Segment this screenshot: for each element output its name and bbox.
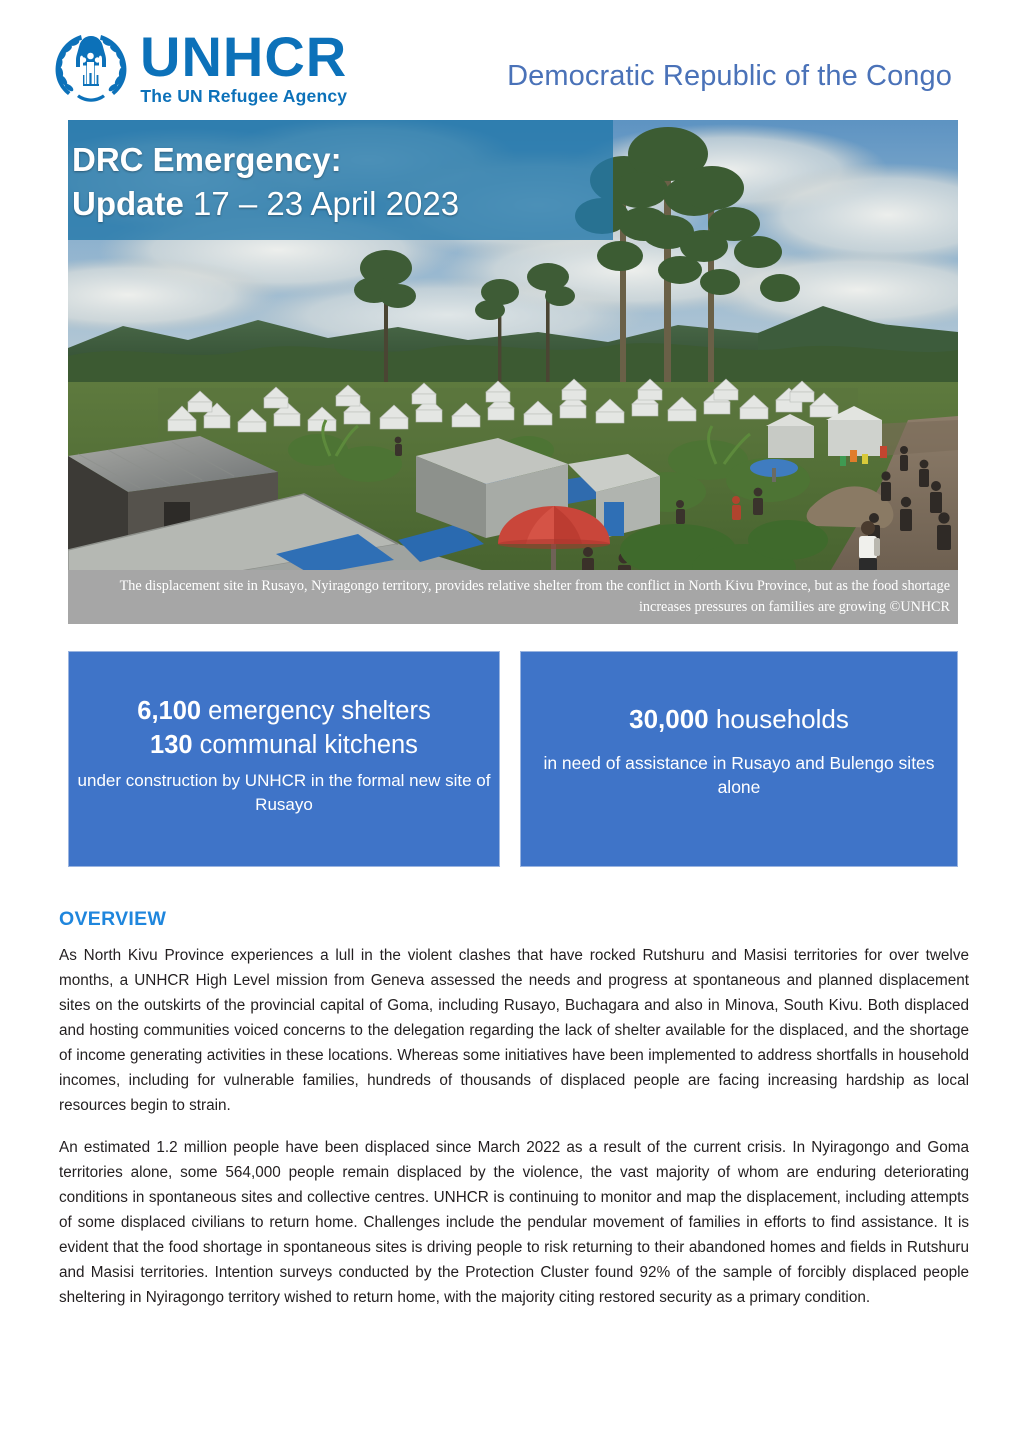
unhcr-logo: [48, 26, 347, 107]
unhcr-emblem-icon: [48, 26, 134, 106]
hero-title-line2-dates: 17 – 23 April 2023: [183, 184, 460, 222]
households-value: 30,000: [629, 704, 709, 735]
kitchens-value: 130: [150, 731, 193, 760]
hero-title-line2-label: Update: [72, 184, 184, 222]
households-card: [520, 651, 958, 867]
shelters-value: 6,100: [137, 696, 202, 725]
shelters-label: emergency shelters: [201, 696, 431, 725]
unhcr-wordmark-block: [140, 26, 347, 107]
overview-heading: OVERVIEW: [59, 908, 167, 930]
overview-paragraph-1: As North Kivu Province experiences a lull in the violent clashes that have rocked Rutshuru and Masisi territories for over twelve months, a UNHCR High Level mission from Geneva assessed the needs and progress at spontaneous and planned displacement sites on the outskirts of the provincial capital of Goma, including Rusayo, Buchagara and also in Minova, South Kivu. Both displaced and hosting communities voiced concerns to the delegation regarding the lack of shelter available for the displaced, and the shortage of income generating activities in these locations. Whereas some initiatives have been implemented to address shortfalls in household incomes, including for vulnerable families, hundreds of thousands of displaced people are facing increasing hardship as local resources begin to strain.: [59, 947, 969, 1115]
photo-caption: The displacement site in Rusayo, Nyiragongo territory, provides relative shelter from the conflict in North Kivu Province, but as the food shortage increases pressures on families are growing ©UNHCR: [119, 578, 950, 615]
kitchens-label: communal kitchens: [192, 731, 418, 760]
emergency-shelters-card-content: [69, 694, 499, 824]
kitchens-stat-line: [69, 728, 499, 762]
unhcr-wordmark: UNHCR: [140, 25, 348, 88]
overview-paragraph-2: An estimated 1.2 million people have been displaced since March 2022 as a result of the current crisis. In Nyiragongo and Goma territories alone, some 564,000 people remain displaced by the violence, the vast majority of whom are enduring deteriorating conditions in spontaneous sites and collective centres. UNHCR is continuing to monitor and map the displacement, including attempts of some displaced civilians to return home. Challenges include the pendular movement of families in efforts to find assistance. It is evident that the food shortage in spontaneous sites is driving people to risk returning to their abandoned homes and fields in Rutshuru and Masisi territories. Intention surveys conducted by the Protection Cluster found 92% of the sample of forcibly displaced people sheltering in Nyiragongo territory wished to return home, with the majority citing restored security as a primary condition.: [59, 1138, 969, 1307]
households-label: households: [708, 704, 849, 735]
shelters-card-subtitle: under construction by UNHCR in the formal new site of Rusayo: [77, 771, 491, 814]
page-header: [0, 0, 1024, 118]
country-title: Democratic Republic of the Congo: [507, 60, 952, 92]
households-stat-line: [521, 702, 957, 737]
photo-caption-bar: [68, 570, 958, 624]
hero-title-line1: DRC Emergency:: [72, 141, 342, 178]
overview-section: [59, 908, 969, 1310]
emergency-shelters-card: [68, 651, 500, 867]
hero-title: [72, 138, 459, 226]
shelters-stat-line: [69, 694, 499, 728]
statistics-cards: [68, 651, 958, 869]
households-card-content: [521, 702, 957, 815]
households-card-subtitle: in need of assistance in Rusayo and Bulengo sites alone: [543, 753, 935, 798]
unhcr-tagline: The UN Refugee Agency: [140, 85, 348, 106]
